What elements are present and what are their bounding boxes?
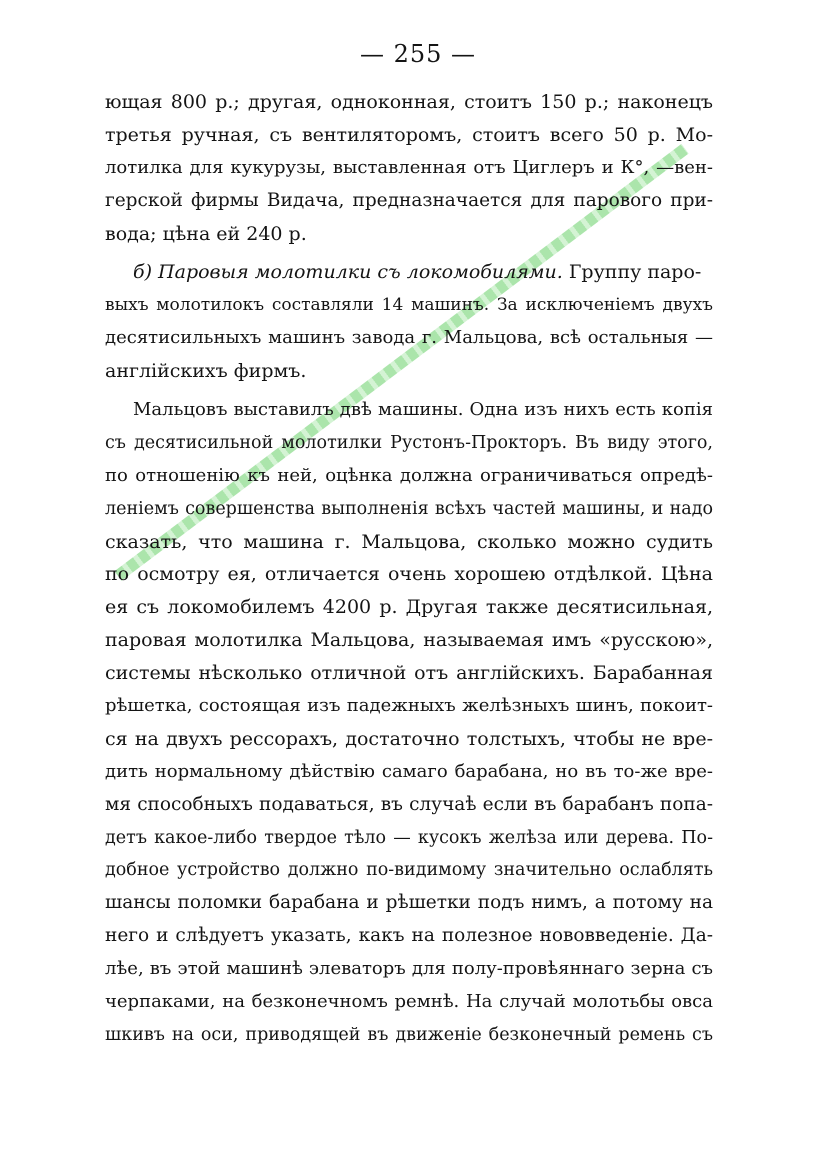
text-line: по осмотру ея, отличается очень хорошею отдѣлкой. Цѣна [105,563,713,586]
text-line: него и слѣдуетъ указать, какъ на полезное нововведеніе. Да- [105,925,713,947]
text-line: по отношенію къ ней, оцѣнка должна ограничиваться опредѣ- [105,464,713,486]
text-line: десятисильныхъ машинъ завода г. Мальцова, всѣ остальныя — [105,327,713,349]
body-text [105,86,713,1052]
text-line: сказать, что машина г. Мальцова, сколько можно судить [105,530,713,553]
text-line: вода; цѣна ей 240 р. [105,222,307,245]
text-line: леніемъ совершенства выполненія всѣхъ частей машины, и надо [105,498,713,519]
text-line: мя способныхъ подаваться, въ случаѣ если въ барабанъ попа- [105,793,713,815]
text-line: ея съ локомобилемъ 4200 р. Другая также десятисильная, [105,596,713,619]
page-number: — 255 — [359,40,477,68]
text-line: черпаками, на безконечномъ ремнѣ. На случай молотьбы овса [105,991,713,1013]
text-line: лотилка для кукурузы, выставленная отъ Циглеръ и К°, —вен- [105,156,713,178]
text-line: герской фирмы Видача, предназначается для парового при- [105,189,713,211]
text-line: третья ручная, съ вентиляторомъ, стоитъ всего 50 р. Мо- [105,123,713,146]
text-line: ся на двухъ рессорахъ, достаточно толстыхъ, чтобы не вре- [105,727,713,750]
text-line: съ десятисильной молотилки Рустонъ-Прокторъ. Въ виду этого, [105,432,713,453]
text-line: Мальцовъ выставилъ двѣ машины. Одна изъ нихъ есть копія [133,399,713,421]
text-fragment: Группу паро- [562,261,702,284]
section-heading: б) Паровыя молотилки съ локомобилями. [133,261,563,284]
text-line: ющая 800 р.; другая, одноконная, стоитъ 150 р.; наконецъ [105,91,713,113]
text-line: детъ какое-либо твердое тѣло — кусокъ желѣза или дерева. По- [105,827,713,848]
text-line: англійскихъ фирмъ. [105,360,307,383]
text-line: шкивъ на оси, приводящей въ движеніе безконечный ремень съ [105,1024,713,1045]
text-line: добное устройство должно по-видимому значительно ослаблять [105,860,713,881]
text-line: лѣе, въ этой машинѣ элеваторъ для полу-провѣяннаго зерна съ [105,958,713,980]
text-line: системы нѣсколько отличной отъ англійскихъ. Барабанная [105,662,713,685]
text-line: дить нормальному дѣйствію самаго барабана, но въ то-же вре- [105,760,713,782]
text-line: паровая молотилка Мальцова, называемая имъ «русскою», [105,629,713,652]
text-line: шансы поломки барабана и рѣшетки подъ нимъ, а потому на [105,892,713,914]
text-line [105,256,713,289]
text-line: выхъ молотилокъ составляли 14 машинъ. За исключеніемъ двухъ [105,295,713,316]
text-line: рѣшетка, состоящая изъ падежныхъ желѣзныхъ шинъ, покоит- [105,695,713,717]
